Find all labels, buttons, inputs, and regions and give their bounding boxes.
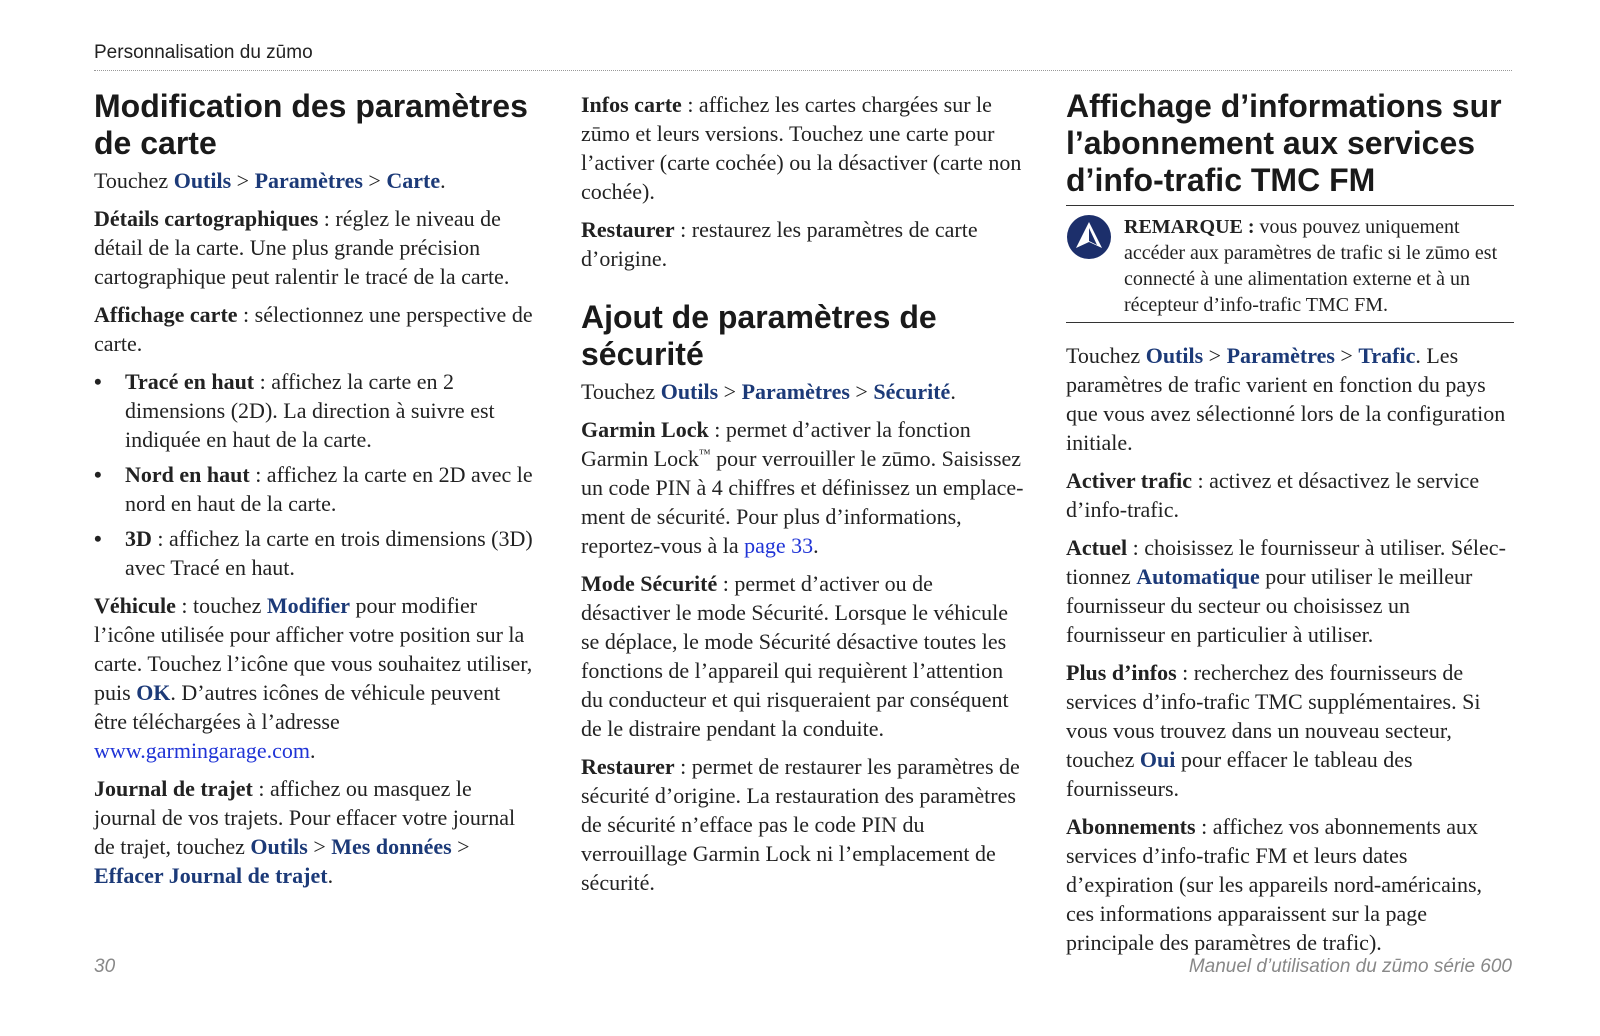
menu-link-outils[interactable]: Outils <box>250 834 308 859</box>
menu-link-securite[interactable]: Sécurité <box>873 379 951 404</box>
paragraph-mode-securite: Mode Sécurité : permet d’activer ou de désactiver le mode Sécurité. Lorsque le véhicule se déplace, le mode Sécurité désactive toutes les fonctions de l’appareil qui requièrent l’attention du conducteur et qui risqueraient par conséquent de le distraire pendant la conduite. <box>581 571 1009 741</box>
nav-path-traffic: Touchez Outils > Paramètres > Trafic. Les paramètres de trafic varient en fonction du pays que vous avez sélectionné lors de la configuration initiale. <box>1066 343 1506 455</box>
paragraph-abonnements: Abonnements : affichez vos abonnements aux services d’info-trafic FM et leurs dates d’expiration (sur les appareils nord-américains, ces informations apparaissent sur la page principale des paramètres de trafic). <box>1066 814 1483 955</box>
paragraph-details: Détails cartographiques : réglez le niveau de détail de la carte. Une plus grande précision cartographique peut ralentir le tracé de la carte. <box>94 206 510 289</box>
paragraph-actuel: Actuel : choisissez le fournisseur à utiliser. Sélectionnez Automatique pour utiliser le meilleur fournisseur du secteur ou choisissez un fournisseur en particulier à utiliser. <box>1066 535 1506 647</box>
running-header: Personnalisation du zūmo <box>94 42 313 63</box>
term-abonnements: Abonnements <box>1066 814 1196 839</box>
note-box <box>1066 205 1514 323</box>
term-journal: Journal de trajet <box>94 776 253 801</box>
term-mode-securite: Mode Sécurité <box>581 571 718 596</box>
menu-link-automatique[interactable]: Automatique <box>1136 564 1260 589</box>
column-right <box>1066 88 1514 966</box>
term-activer-trafic: Activer trafic <box>1066 468 1193 493</box>
term-vehicule: Véhicule <box>94 593 176 618</box>
term-affichage: Affichage carte <box>94 302 238 327</box>
term-garmin-lock: Garmin Lock <box>581 417 709 442</box>
menu-link-mes-donnees[interactable]: Mes données <box>331 834 452 859</box>
menu-link-parametres[interactable]: Paramètres <box>1226 343 1335 368</box>
note-label: REMARQUE : <box>1124 216 1255 238</box>
menu-link-outils[interactable]: Outils <box>1145 343 1204 368</box>
term-restaurer: Restaurer <box>581 754 675 779</box>
list-item: • Nord en haut : affichez la carte en 2D avec le nord en haut de la carte. <box>94 460 538 518</box>
section-heading-security: Ajout de paramètres de sécurité <box>581 299 937 372</box>
term-infos-carte: Infos carte <box>581 92 682 117</box>
paragraph-garmin-lock: Garmin Lock : permet d’activer la fonction Garmin Lock™ pour verrouiller le zūmo. Saisissez un code PIN à 4 chiffres et définissez un emplacement de sécurité. Pour plus d’informations, reportez-vous à la page 33. <box>581 417 1024 558</box>
term-details: Détails cartographiques <box>94 206 319 231</box>
header-divider <box>94 70 1512 71</box>
menu-link-ok[interactable]: OK <box>136 680 171 705</box>
menu-link-outils[interactable]: Outils <box>173 168 232 193</box>
note-text: REMARQUE : vous pouvez uniquement accéder aux paramètres de trafic si le zūmo est connecté à une alimentation externe et à un récepteur d’info-trafic TMC FM. <box>1124 216 1498 316</box>
menu-link-oui[interactable]: Oui <box>1139 747 1176 772</box>
section-heading-traffic: Affichage d’informations sur l’abonnement aux services d’info-trafic TMC FM <box>1066 88 1502 198</box>
nav-path-security: Touchez Outils > Paramètres > Sécurité. <box>581 379 956 404</box>
garmin-note-icon <box>1066 214 1112 260</box>
page-number: 30 <box>94 956 116 977</box>
paragraph-activer-trafic: Activer trafic : activez et désactivez le service d’info-trafic. <box>1066 468 1480 522</box>
menu-link-outils[interactable]: Outils <box>660 379 719 404</box>
paragraph-plus-infos: Plus d’infos : recherchez des fournisseurs de services d’info-trafic TMC supplémentaires. Si vous vous trouvez dans un nouveau secteur, touchez Oui pour effacer le tableau des fournisseurs. <box>1066 660 1481 801</box>
menu-link-trafic[interactable]: Trafic <box>1358 343 1416 368</box>
paragraph-infos-carte: Infos carte : affichez les cartes chargées sur le zūmo et leurs versions. Touchez une carte pour l’activer (carte cochée) ou la désactiver (carte non cochée). <box>581 92 1022 204</box>
trademark-symbol: ™ <box>698 446 711 461</box>
garmingarage-link[interactable]: www.garmingarage.com <box>94 738 311 763</box>
manual-title: Manuel d’utilisation du zūmo série 600 <box>1188 956 1512 977</box>
menu-link-parametres[interactable]: Paramètres <box>254 168 363 193</box>
menu-link-modifier[interactable]: Modifier <box>266 593 351 618</box>
paragraph-journal: Journal de trajet : affichez ou masquez le journal de vos trajets. Pour effacer votre journal de trajet, touchez Outils > Mes données > Effacer Journal de trajet. <box>94 776 516 888</box>
menu-link-parametres[interactable]: Paramètres <box>741 379 850 404</box>
section-heading-map-settings: Modification des paramètres de carte <box>94 88 528 161</box>
menu-link-carte[interactable]: Carte <box>386 168 441 193</box>
term-restaurer: Restaurer <box>581 217 675 242</box>
list-item: • 3D : affichez la carte en trois dimensions (3D) avec Tracé en haut. <box>94 524 538 582</box>
paragraph-vehicule: Véhicule : touchez Modifier pour modifier l’icône utilisée pour afficher votre position sur la carte. Touchez l’icône que vous souhaitez utiliser, puis OK. D’autres icônes de véhicule peuvent être téléchargées à l’adresse www.garmingarage.com. <box>94 593 533 763</box>
nav-path-map: Touchez Outils > Paramètres > Carte. <box>94 168 446 193</box>
term-plus-infos: Plus d’infos <box>1066 660 1177 685</box>
paragraph-affichage: Affichage carte : sélectionnez une perspective de carte. <box>94 302 533 356</box>
paragraph-restaurer-securite: Restaurer : permet de restaurer les paramètres de sécurité d’origine. La restauration des paramètres de sécurité n’efface pas le code PIN du verrouillage Garmin Lock ni l’emplacement de sécurité. <box>581 754 1020 895</box>
column-middle <box>581 90 1027 906</box>
menu-link-effacer-journal[interactable]: Effacer Journal de trajet <box>94 863 328 888</box>
term-actuel: Actuel <box>1066 535 1128 560</box>
paragraph-restaurer-carte: Restaurer : restaurez les paramètres de carte d’origine. <box>581 217 978 271</box>
perspective-list <box>94 367 538 582</box>
list-item: • Tracé en haut : affichez la carte en 2 dimensions (2D). La direction à suivre est indiquée en haut de la carte. <box>94 367 538 454</box>
column-left <box>94 88 538 899</box>
page-33-link[interactable]: page 33 <box>744 533 814 558</box>
